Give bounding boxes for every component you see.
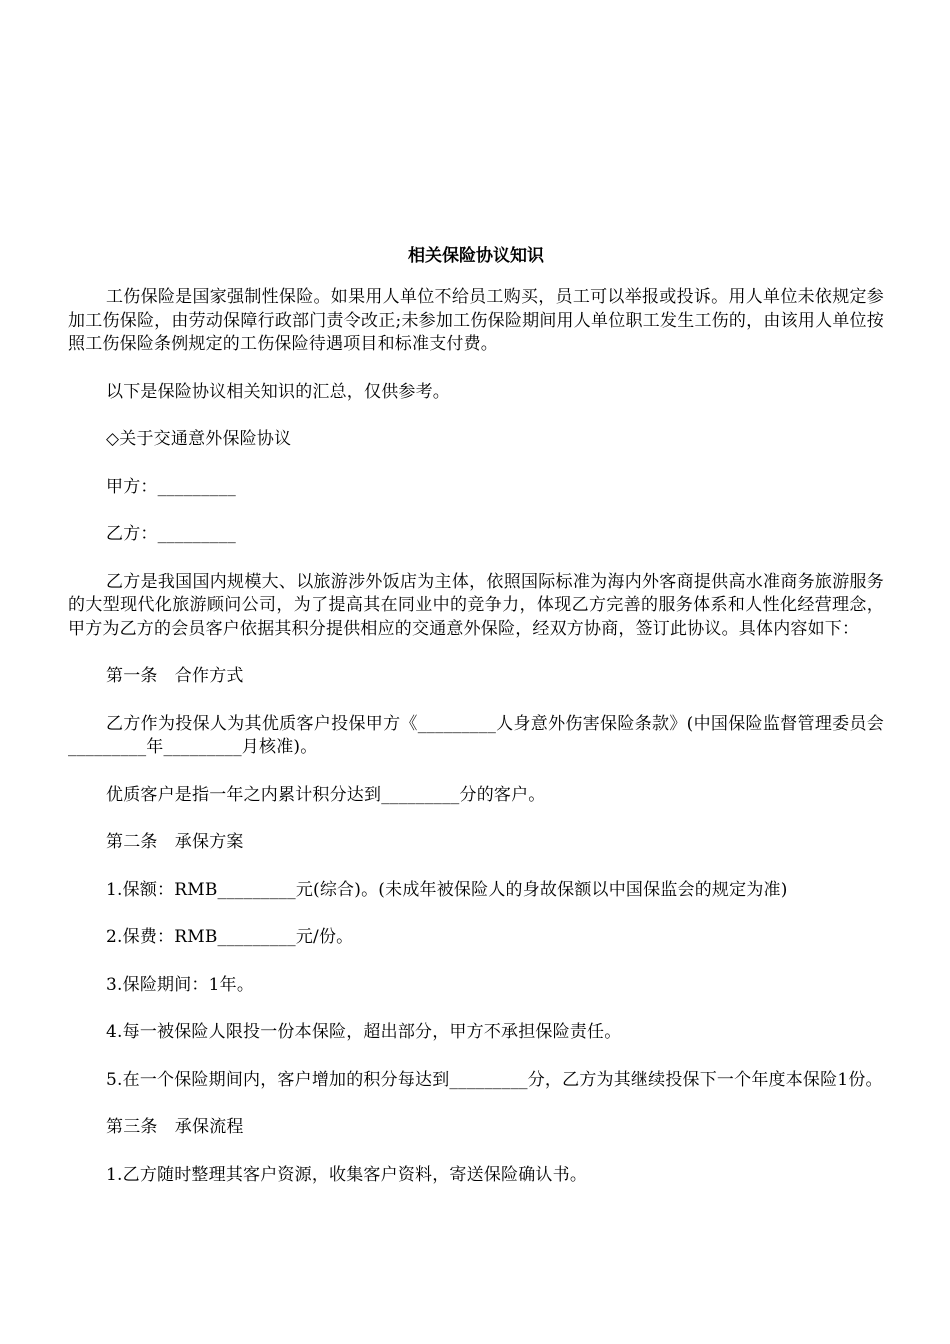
party-b-line: 乙方：_________	[106, 524, 236, 544]
paragraph-intro: 工伤保险是国家强制性保险。如果用人单位不给员工购买，员工可以举报或投诉。用人单位未依规定参加工伤保险，由劳动保障行政部门责令改正;未参加工伤保险期间用人单位职工发生工伤的，由该用人单位按照工伤保险条例规定的工伤保险待遇项目和标准支付费。	[68, 287, 884, 354]
article-3-heading: 第三条 承保流程	[106, 1117, 244, 1137]
paragraph-insured-policy: 乙方作为投保人为其优质客户投保甲方《_________人身意外伤害保险条款》(中国保险监督管理委员会_________年_________月核准)。	[68, 713, 884, 757]
paragraph-summary-note: 以下是保险协议相关知识的汇总，仅供参考。	[106, 381, 450, 402]
item-coverage-amount: 1.保额：RMB_________元(综合)。(未成年被保险人的身故保额以中国保监会的规定为准)	[106, 879, 788, 900]
item-one-policy-limit: 4.每一被保险人限投一份本保险，超出部分，甲方不承担保险责任。	[106, 1022, 622, 1042]
party-a-line: 甲方：_________	[106, 476, 236, 497]
document-title: 相关保险协议知识	[408, 246, 544, 266]
paragraph-premium-customer: 优质客户是指一年之内累计积分达到_________分的客户。	[106, 784, 546, 805]
item-insurance-period: 3.保险期间：1年。	[106, 974, 255, 995]
item-premium: 2.保费：RMB_________元/份。	[106, 927, 354, 947]
article-2-heading: 第二条 承保方案	[106, 832, 244, 852]
section-heading-traffic-insurance: ◇关于交通意外保险协议	[106, 429, 292, 449]
paragraph-party-b-description: 乙方是我国国内规模大、以旅游涉外饭店为主体，依照国际标准为海内外客商提供高水准商务旅游服务的大型现代化旅游顾问公司，为了提高其在同业中的竞争力，体现乙方完善的服务体系和人性化经营理念，甲方为乙方的会员客户依据其积分提供相应的交通意外保险，经双方协商，签订此协议。具体内容如下：	[68, 571, 884, 639]
item-customer-data: 1.乙方随时整理其客户资源，收集客户资料，寄送保险确认书。	[106, 1164, 588, 1185]
item-points-renewal: 5.在一个保险期间内，客户增加的积分每达到_________分，乙方为其继续投保下一个年度本保险1份。	[106, 1069, 883, 1090]
document-page	[68, 244, 884, 1211]
article-1-heading: 第一条 合作方式	[106, 666, 244, 686]
